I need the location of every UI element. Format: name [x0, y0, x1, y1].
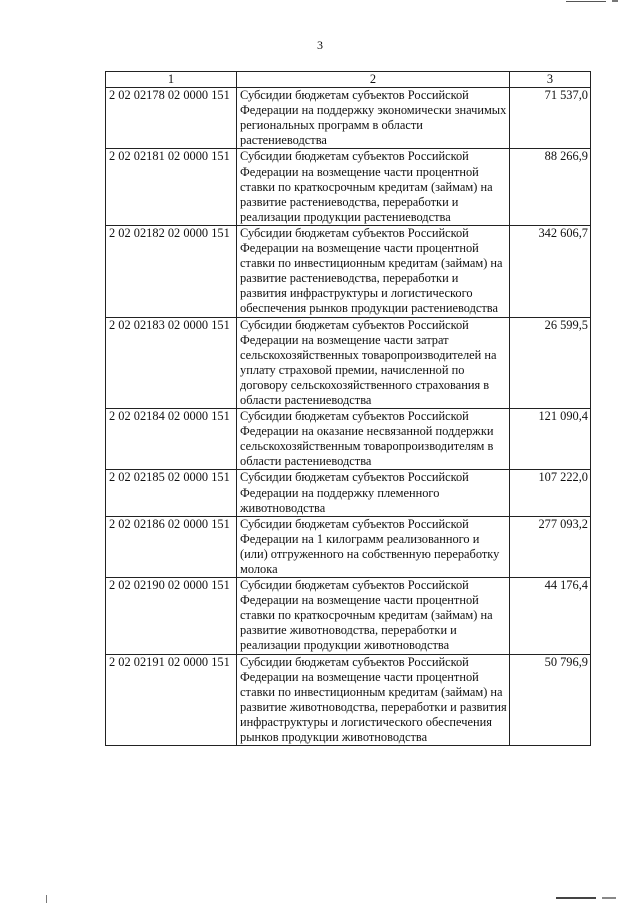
scan-edge-mark — [46, 895, 47, 903]
column-header-amount: 3 — [510, 72, 591, 88]
scan-edge-mark — [556, 897, 596, 899]
amount-cell: 277 093,2 — [510, 516, 591, 577]
table-row — [106, 516, 591, 577]
budget-code-cell: 2 02 02178 02 0000 151 — [106, 88, 237, 149]
table-row — [106, 225, 591, 317]
table-row — [106, 149, 591, 225]
description-cell: Субсидии бюджетам субъектов Российской Федерации на возмещение части процентной ставки по краткосрочным кредитам (займам) на развитие животноводства, переработки и реализации продукции животноводства — [237, 578, 510, 654]
budget-code-cell: 2 02 02185 02 0000 151 — [106, 470, 237, 516]
budget-code-cell: 2 02 02182 02 0000 151 — [106, 225, 237, 317]
page-number: 3 — [317, 38, 323, 52]
column-header-code: 1 — [106, 72, 237, 88]
budget-code-cell: 2 02 02190 02 0000 151 — [106, 578, 237, 654]
table-row — [106, 654, 591, 746]
amount-cell: 26 599,5 — [510, 317, 591, 409]
subsidies-table — [105, 71, 591, 746]
description-cell: Субсидии бюджетам субъектов Российской Федерации на поддержку экономически значимых региональных программ в области растениеводства — [237, 88, 510, 149]
table-row — [106, 317, 591, 409]
amount-cell: 44 176,4 — [510, 578, 591, 654]
scan-edge-mark — [612, 0, 618, 2]
description-cell: Субсидии бюджетам субъектов Российской Федерации на оказание несвязанной поддержки сельскохозяйственным товаропроизводителям в области растениеводства — [237, 409, 510, 470]
description-cell: Субсидии бюджетам субъектов Российской Федерации на возмещение части процентной ставки по инвестиционным кредитам (займам) на развитие животноводства, переработки и развития инфраструктуры и логистического обеспечения рынков продукции животноводства — [237, 654, 510, 746]
amount-cell: 71 537,0 — [510, 88, 591, 149]
table-header-row — [106, 72, 591, 88]
description-cell: Субсидии бюджетам субъектов Российской Федерации на возмещение части процентной ставки по краткосрочным кредитам (займам) на развитие растениеводства, переработки и реализации продукции растениеводства — [237, 149, 510, 225]
budget-code-cell: 2 02 02191 02 0000 151 — [106, 654, 237, 746]
budget-code-cell: 2 02 02181 02 0000 151 — [106, 149, 237, 225]
table-row — [106, 88, 591, 149]
description-cell: Субсидии бюджетам субъектов Российской Федерации на возмещение части затрат сельскохозяйственных товаропроизводителей на уплату страховой премии, начисленной по договору сельскохозяйственного страхования в области растениеводства — [237, 317, 510, 409]
budget-code-cell: 2 02 02186 02 0000 151 — [106, 516, 237, 577]
table-row — [106, 470, 591, 516]
amount-cell: 121 090,4 — [510, 409, 591, 470]
description-cell: Субсидии бюджетам субъектов Российской Федерации на поддержку племенного животноводства — [237, 470, 510, 516]
budget-code-cell: 2 02 02183 02 0000 151 — [106, 317, 237, 409]
column-header-description: 2 — [237, 72, 510, 88]
amount-cell: 50 796,9 — [510, 654, 591, 746]
amount-cell: 88 266,9 — [510, 149, 591, 225]
amount-cell: 342 606,7 — [510, 225, 591, 317]
amount-cell: 107 222,0 — [510, 470, 591, 516]
scan-edge-mark — [566, 1, 606, 2]
scan-edge-mark — [602, 897, 616, 899]
description-cell: Субсидии бюджетам субъектов Российской Федерации на возмещение части процентной ставки по инвестиционным кредитам (займам) на развитие растениеводства, переработки и развития инфраструктуры и логистического обеспечения рынков продукции растениеводства — [237, 225, 510, 317]
table-row — [106, 409, 591, 470]
description-cell: Субсидии бюджетам субъектов Российской Федерации на 1 килограмм реализованного и (или) отгруженного на собственную переработку молока — [237, 516, 510, 577]
budget-code-cell: 2 02 02184 02 0000 151 — [106, 409, 237, 470]
table-row — [106, 578, 591, 654]
